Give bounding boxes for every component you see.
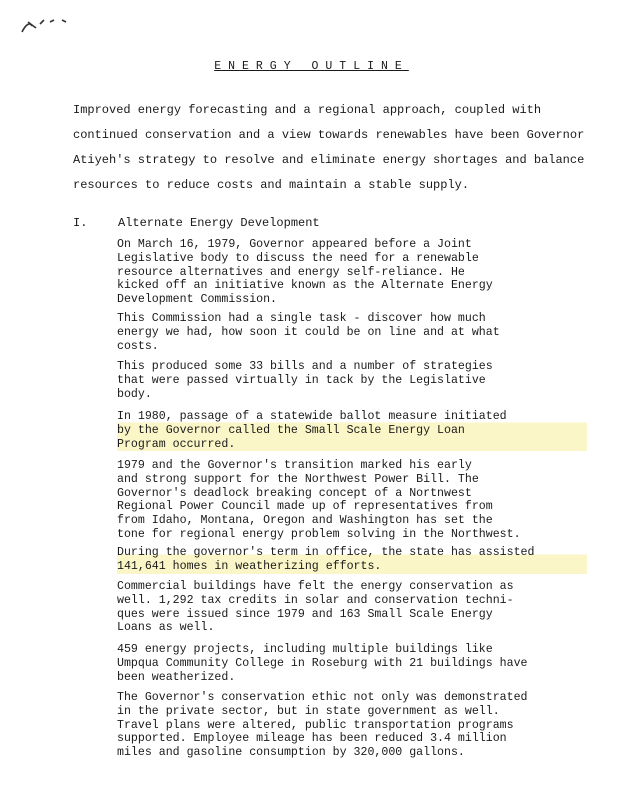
paragraph-4: In 1980, passage of a statewide ballot measure initiated by the Governor called the Small Scale Energy Loan Program occurred. [117, 410, 587, 451]
intro-paragraph: Improved energy forecasting and a regional approach, coupled with continued conservation and a view towards renewables have been Governor Atiyeh's strategy to resolve and eliminate energy shortages and balance resources to reduce costs and maintain a stable supply. [73, 103, 585, 192]
paragraph-7: Commercial buildings have felt the energy conservation as well. 1,292 tax credits in solar and conservation techni- ques were issued since 1979 and 163 Small Scale Energy Loans as well. [117, 580, 514, 635]
paragraph-5: 1979 and the Governor's transition marked his early and strong support for the Northwest Power Bill. The Governor's deadlock breaking concept of a Nortnwest Regional Power Council made up of representatives from from Idaho, Montana, Oregon and Washington has set the tone for regional energy problem solving in the Northwest. [117, 459, 521, 541]
paragraph-8: 459 energy projects, including multiple buildings like Umpqua Community College in Roseburg with 21 buildings have been weatherized. [117, 643, 528, 684]
paragraph-6: During the governor's term in office, the state has assisted 141,641 homes in weatherizing efforts. [117, 546, 587, 574]
section-number: I. [73, 216, 88, 230]
section-title: Alternate Energy Development [118, 216, 320, 230]
paragraph-2: This Commission had a single task - discover how much energy we had, how soon it could be on line and at what costs. [117, 312, 500, 353]
paragraph-1: On March 16, 1979, Governor appeared before a Joint Legislative body to discuss the need for a renewable resource alternatives and energy self-reliance. He kicked off an initiative known as the Alternate Energy Development Commission. [117, 238, 493, 307]
paragraph-9: The Governor's conservation ethic not only was demonstrated in the private sector, but in state government as well. Travel plans were altered, public transportation programs supported. Employee mileage has been reduced 3.4 million miles and gasoline consumption by 320,000 gallons. [117, 691, 528, 760]
section-heading [73, 216, 320, 230]
paragraph-3: This produced some 33 bills and a number of strategies that were passed virtually in tack by the Legislative body. [117, 360, 493, 401]
handwritten-mark [18, 10, 78, 40]
document-title: ENERGY OUTLINE [214, 60, 409, 73]
